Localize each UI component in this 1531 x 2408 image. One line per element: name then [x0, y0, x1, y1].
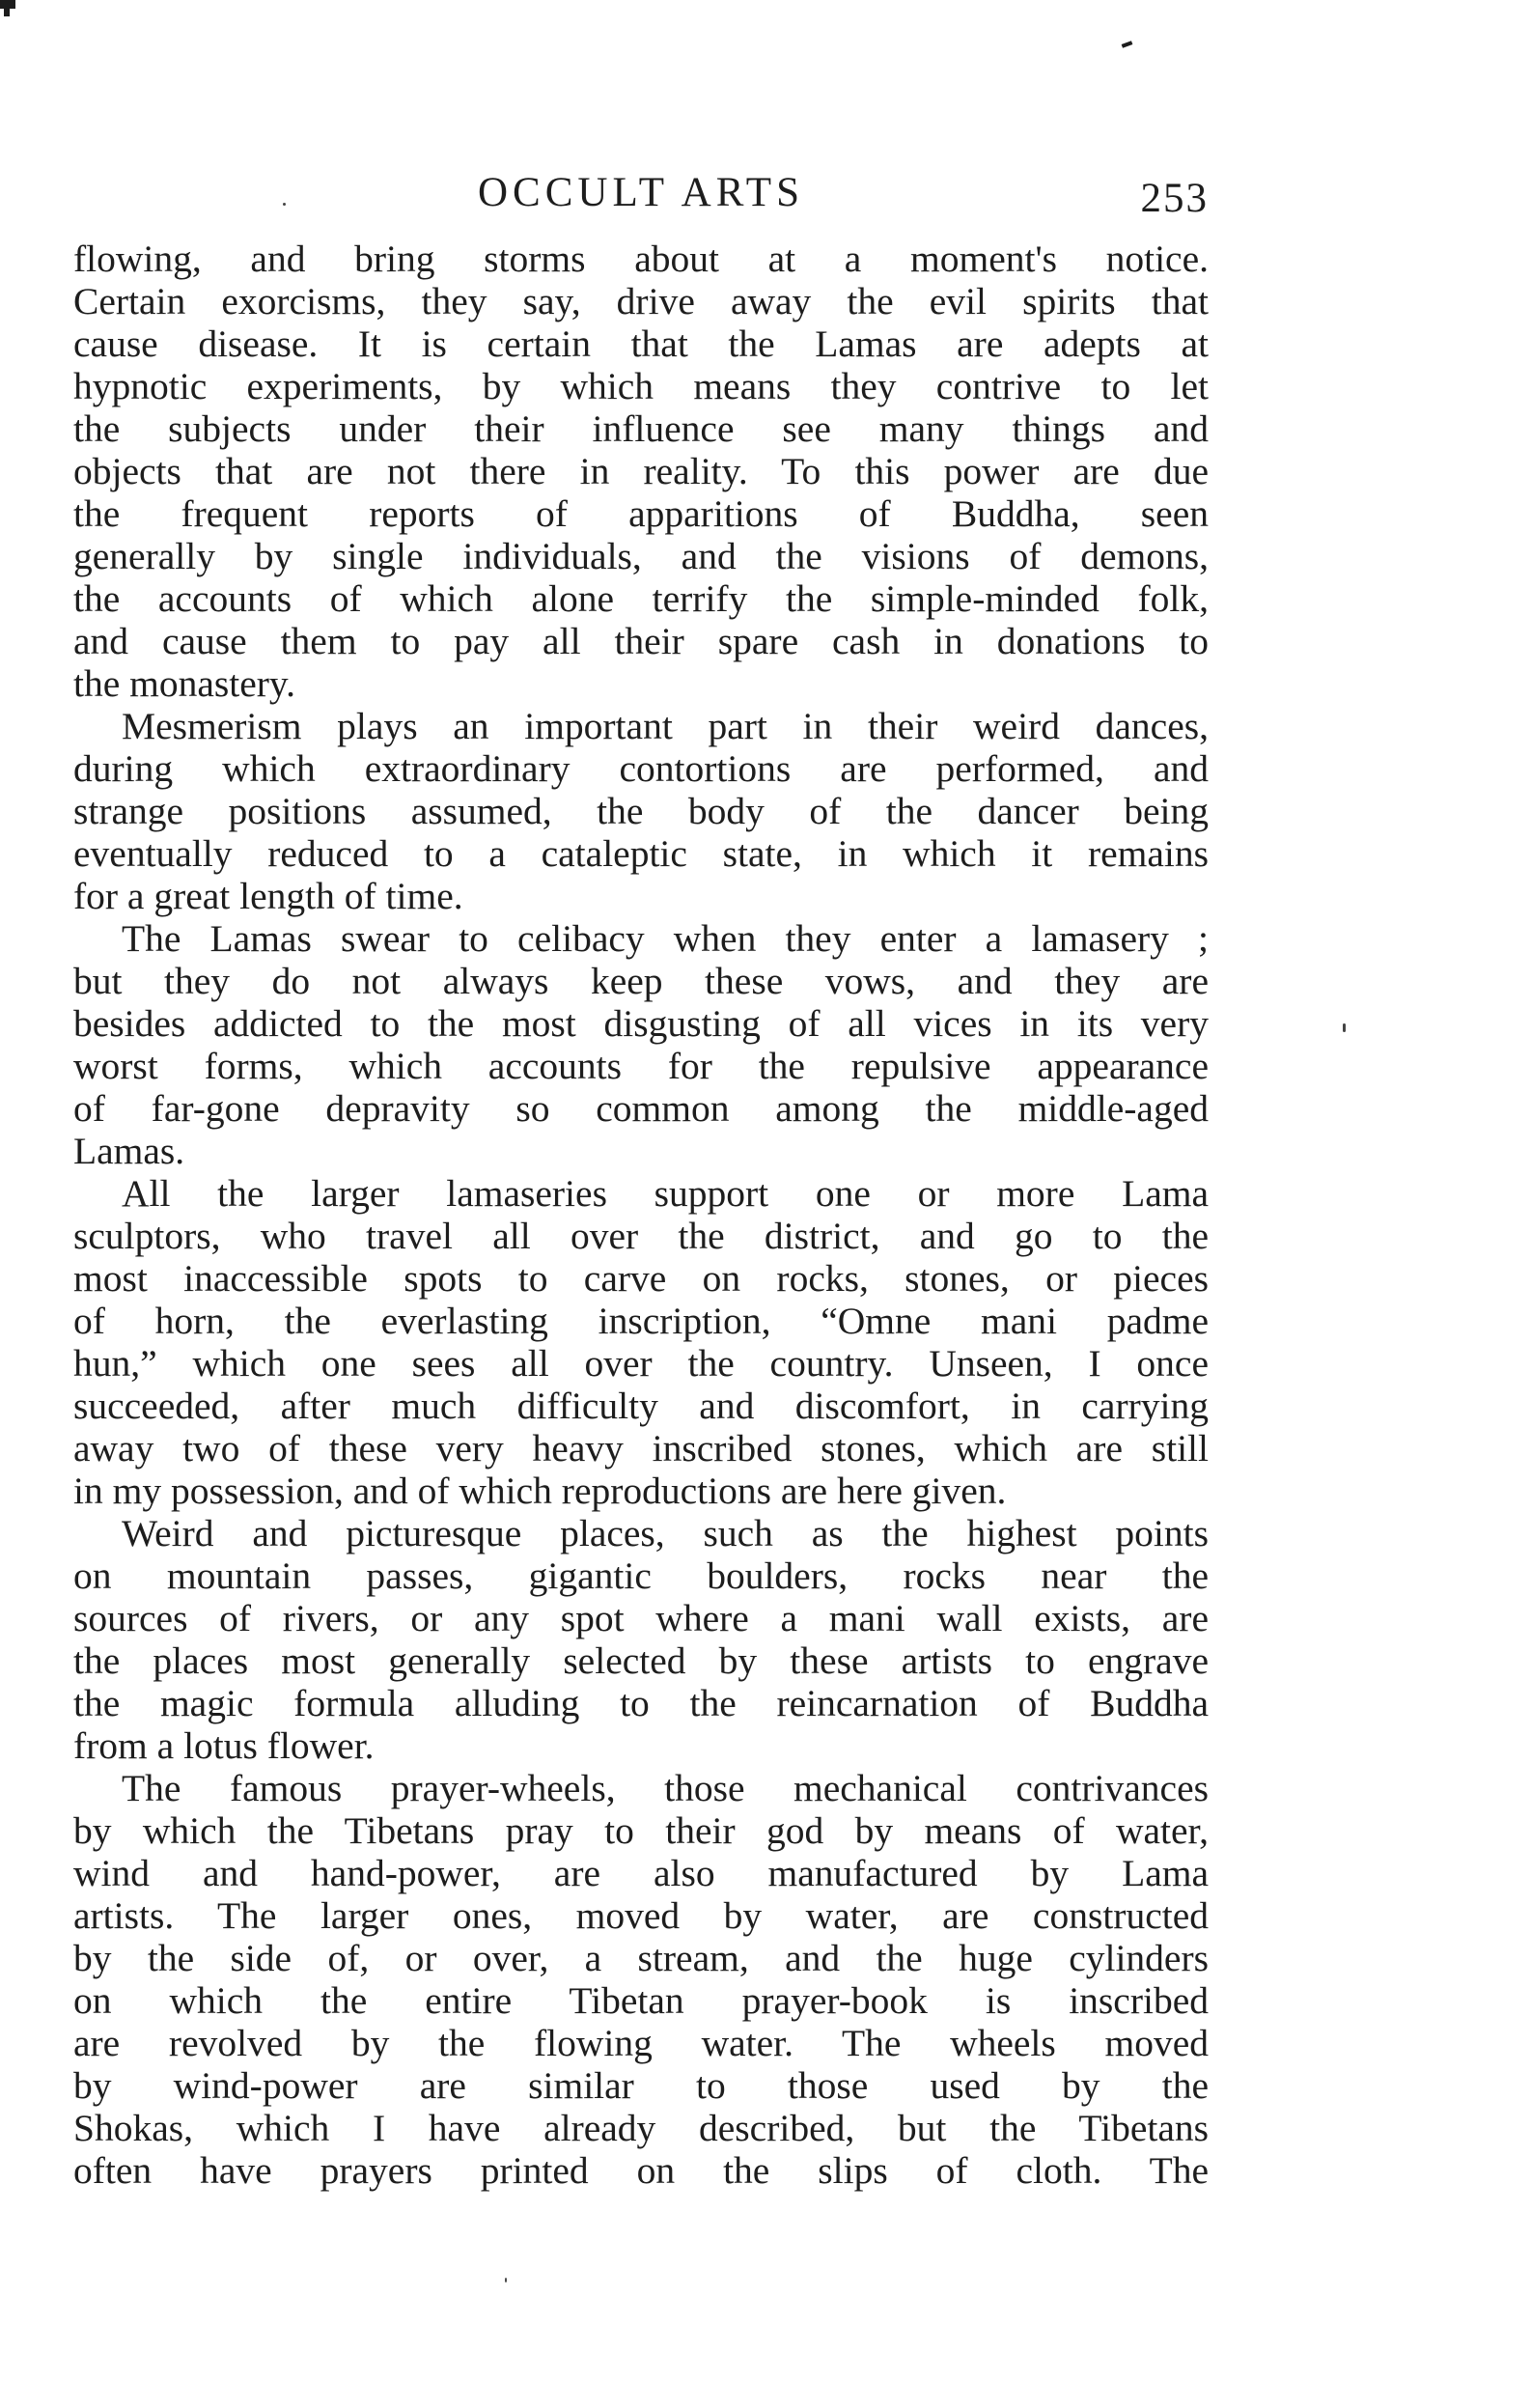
text-line: cause disease. It is certain that the Lamas are adepts at — [73, 322, 1209, 365]
text-line: and cause them to pay all their spare cash in donations to — [73, 620, 1209, 662]
bottom-speck — [505, 2278, 507, 2282]
text-line: the places most generally selected by these artists to engrave — [73, 1639, 1209, 1682]
page-number: 253 — [1140, 176, 1209, 221]
text-line: on which the entire Tibetan prayer-book is inscribed — [73, 1979, 1209, 2022]
text-line: by the side of, or over, a stream, and the huge cylinders — [73, 1937, 1209, 1979]
text-line: but they do not always keep these vows, and they are — [73, 960, 1209, 1002]
text-line: succeeded, after much difficulty and discomfort, in carrying — [73, 1385, 1209, 1427]
body-text — [73, 238, 1209, 2192]
text-line: the magic formula alluding to the reincarnation of Buddha — [73, 1682, 1209, 1724]
margin-speck — [1343, 1023, 1346, 1032]
text-line: from a lotus flower. — [73, 1724, 375, 1767]
corner-ink-mark-2 — [4, 9, 10, 16]
text-line: during which extraordinary contortions are performed, and — [73, 747, 1209, 790]
page-header — [73, 164, 1209, 222]
text-line: often have prayers printed on the slips of cloth. The — [73, 2149, 1209, 2192]
top-right-speck — [1122, 41, 1133, 48]
text-line: by which the Tibetans pray to their god by means of water, — [73, 1809, 1209, 1852]
text-line: away two of these very heavy inscribed stones, which are still — [73, 1427, 1209, 1470]
text-line: besides addicted to the most disgusting of all vices in its very — [73, 1002, 1209, 1045]
text-line: for a great length of time. — [73, 875, 463, 917]
paragraph-3 — [73, 917, 1209, 1172]
text-line: hun,” which one sees all over the country. Unseen, I once — [73, 1342, 1209, 1385]
paragraph-5 — [73, 1512, 1209, 1767]
text-line: eventually reduced to a cataleptic state, in which it remains — [73, 832, 1209, 875]
text-line: Shokas, which I have already described, but the Tibetans — [73, 2107, 1209, 2149]
text-line: The Lamas swear to celibacy when they enter a lamasery ; — [122, 917, 1209, 960]
text-line: strange positions assumed, the body of the dancer being — [73, 790, 1209, 832]
text-line: artists. The larger ones, moved by water, are constructed — [73, 1894, 1209, 1937]
text-line: the monastery. — [73, 662, 295, 705]
paragraph-1 — [73, 238, 1209, 705]
paragraph-4 — [73, 1172, 1209, 1512]
text-line: of far-gone depravity so common among the middle-aged — [73, 1087, 1209, 1130]
text-line: of horn, the everlasting inscription, “Omne mani padme — [73, 1300, 1209, 1342]
text-line: the frequent reports of apparitions of Buddha, seen — [73, 492, 1209, 535]
text-line: worst forms, which accounts for the repulsive appearance — [73, 1045, 1209, 1087]
text-line: wind and hand-power, are also manufactured by Lama — [73, 1852, 1209, 1894]
text-line: Weird and picturesque places, such as the highest points — [122, 1512, 1209, 1554]
paragraph-2 — [73, 705, 1209, 917]
running-head: OCCULT ARTS — [478, 170, 804, 215]
text-line: most inaccessible spots to carve on rocks, stones, or pieces — [73, 1257, 1209, 1300]
text-line: All the larger lamaseries support one or more Lama — [122, 1172, 1209, 1215]
text-line: the subjects under their influence see many things and — [73, 407, 1209, 450]
text-line: the accounts of which alone terrify the simple-minded folk, — [73, 577, 1209, 620]
text-line: Lamas. — [73, 1130, 185, 1172]
corner-ink-mark — [0, 0, 15, 9]
text-line: Mesmerism plays an important part in their weird dances, — [122, 705, 1209, 747]
text-line: generally by single individuals, and the visions of demons, — [73, 535, 1209, 577]
text-line: flowing, and bring storms about at a moment's notice. — [73, 238, 1209, 280]
text-line: sources of rivers, or any spot where a mani wall exists, are — [73, 1597, 1209, 1639]
text-line: by wind-power are similar to those used by the — [73, 2064, 1209, 2107]
text-line: The famous prayer-wheels, those mechanical contrivances — [122, 1767, 1209, 1809]
text-line: sculptors, who travel all over the district, and go to the — [73, 1215, 1209, 1257]
paragraph-6 — [73, 1767, 1209, 2192]
text-line: Certain exorcisms, they say, drive away the evil spirits that — [73, 280, 1209, 322]
text-line: are revolved by the flowing water. The wheels moved — [73, 2022, 1209, 2064]
text-line: on mountain passes, gigantic boulders, rocks near the — [73, 1554, 1209, 1597]
text-line: hypnotic experiments, by which means they contrive to let — [73, 365, 1209, 407]
text-line: in my possession, and of which reproductions are here given. — [73, 1470, 1007, 1512]
text-line: objects that are not there in reality. To this power are due — [73, 450, 1209, 492]
